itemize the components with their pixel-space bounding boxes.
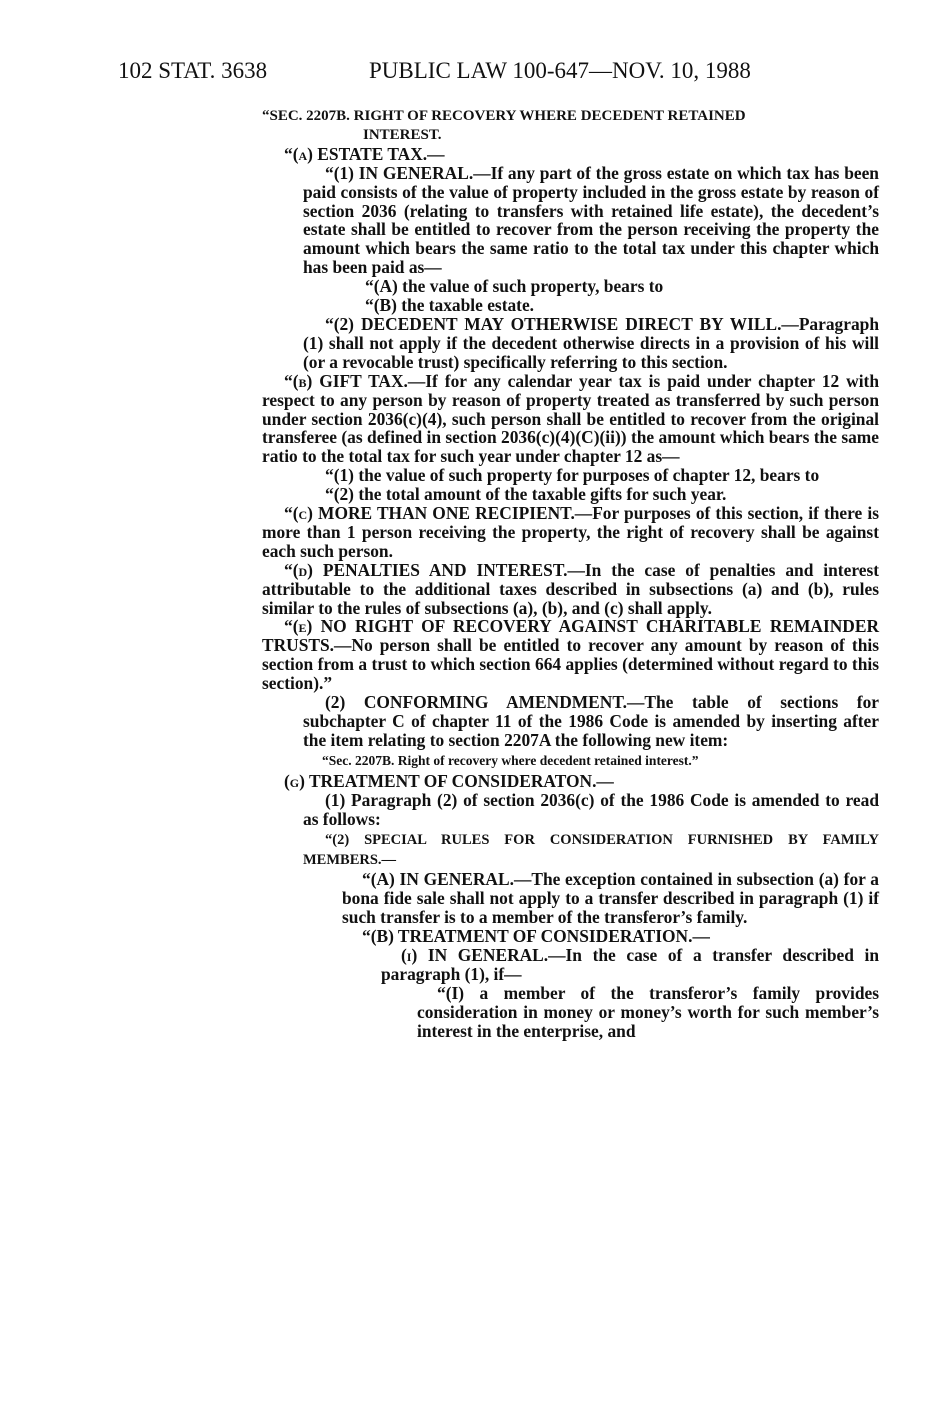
subsection-g-subparagraph-A	[262, 870, 879, 927]
clause-text: —In the case of a transfer described in paragraph (1), if—	[381, 944, 879, 984]
subsection-e	[262, 617, 879, 693]
subsection-g-heading: (g) TREATMENT OF CONSIDERATON.—	[284, 770, 614, 791]
subsection-d	[262, 561, 879, 618]
subsection-a-subparagraph-A: “(A) the value of such property, bears to	[365, 276, 664, 297]
page-stat-citation: 102 STAT. 3638	[118, 58, 268, 83]
paragraph-heading: “(1) IN GENERAL.	[325, 162, 474, 183]
document-body	[262, 107, 879, 1041]
subsection-a-paragraph-2	[262, 315, 879, 372]
subsection-text: —For purposes of this section, if there is more than 1 person receiving the property, the right of recovery shall be against each such person.	[262, 503, 879, 561]
subsection-text: —No person shall be entitled to recover any amount by reason of this section from a trust to which section 664 applies (determined without regard to this section).”	[262, 635, 879, 694]
conforming-amendment	[262, 693, 879, 750]
subsection-a-subparagraph-B: “(B) the taxable estate.	[365, 295, 535, 316]
subsection-g-paragraph-1: (1) Paragraph (2) of section 2036(c) of the 1986 Code is amended to read as follows:	[303, 789, 879, 829]
subsection-b	[262, 372, 879, 467]
subsection-g-paragraph-2-heading: “(2) SPECIAL RULES FOR CONSIDERATION FURNISHED BY FAMILY MEMBERS.—	[303, 831, 879, 869]
running-header: PUBLIC LAW 100-647—NOV. 10, 1988	[369, 58, 751, 83]
subparagraph-text: —The exception contained in subsection (a) for a bona fide sale shall not apply to a transfer described in paragraph (1) if such transfer is to a member of the transferor’s family.	[342, 869, 879, 928]
amendment-heading: (2) CONFORMING AMENDMENT.	[325, 692, 627, 713]
section-heading-line1: “SEC. 2207B. RIGHT OF RECOVERY WHERE DECEDENT RETAINED	[262, 108, 746, 124]
subsection-b-paragraph-2: “(2) the total amount of the taxable gifts for such year.	[325, 484, 727, 505]
subsection-text: —If for any calendar year tax is paid under chapter 12 with respect to any person by reason of property treated as transferred by such person under section 2036(c)(4), such person shall be entitled to recover from the original transferee (as defined in section 2036(c)(4)(C)(ii)) the amount which bears the same ratio to the total tax for such year under chapter 12 as—	[262, 370, 880, 467]
table-of-sections-item: “Sec. 2207B. Right of recovery where decedent retained interest.”	[322, 752, 699, 768]
subsection-b-paragraph-1: “(1) the value of such property for purposes of chapter 12, bears to	[325, 465, 820, 486]
subsection-a-heading: “(a) ESTATE TAX.—	[284, 143, 445, 164]
subsection-heading: “(e) NO RIGHT OF RECOVERY AGAINST CHARITABLE REMAINDER TRUSTS.	[262, 616, 879, 656]
clause-heading: (i) IN GENERAL.	[401, 944, 549, 965]
section-heading	[262, 107, 879, 145]
subsection-heading: “(c) MORE THAN ONE RECIPIENT.	[284, 503, 575, 524]
subsection-a-paragraph-1	[262, 164, 879, 277]
subsection-c	[262, 504, 879, 561]
amendment-text: —The table of sections for subchapter C of chapter 11 of the 1986 Code is amended by inserting after the item relating to section 2207A the following new item:	[303, 692, 879, 750]
paragraph-text: —Paragraph (1) shall not apply if the decedent otherwise directs in a provision of his will (or a revocable trust) specifically referring to this section.	[303, 313, 879, 372]
subsection-g-subparagraph-B-heading: “(B) TREATMENT OF CONSIDERATION.—	[362, 926, 710, 947]
subsection-text: —In the case of penalties and interest attributable to the additional taxes described in subsections (a) and (b), rules similar to the rules of subsections (a), (b), and (c) shall apply.	[262, 559, 880, 618]
paragraph-heading: “(2) DECEDENT MAY OTHERWISE DIRECT BY WILL.	[325, 313, 782, 334]
subsection-heading: “(d) PENALTIES AND INTEREST.	[284, 559, 568, 580]
subsection-g-subclause-I: “(I) a member of the transferor’s family provides consideration in money or money’s worth for such member’s interest in the enterprise, and	[417, 982, 879, 1041]
subsection-heading: “(b) GIFT TAX.	[284, 370, 408, 391]
subparagraph-heading: “(A) IN GENERAL.	[362, 869, 514, 890]
section-heading-line2: INTEREST.	[363, 126, 442, 143]
paragraph-text: —If any part of the gross estate on which tax has been paid consists of the value of property included in the gross estate by reason of section 2036 (relating to transfers with retained life estate), the decedent’s estate shall be entitled to recover from the person receiving the property the amount which bears the same ratio to the total tax under this chapter which has been paid as—	[303, 162, 879, 278]
subsection-g-clause-i	[262, 946, 879, 984]
